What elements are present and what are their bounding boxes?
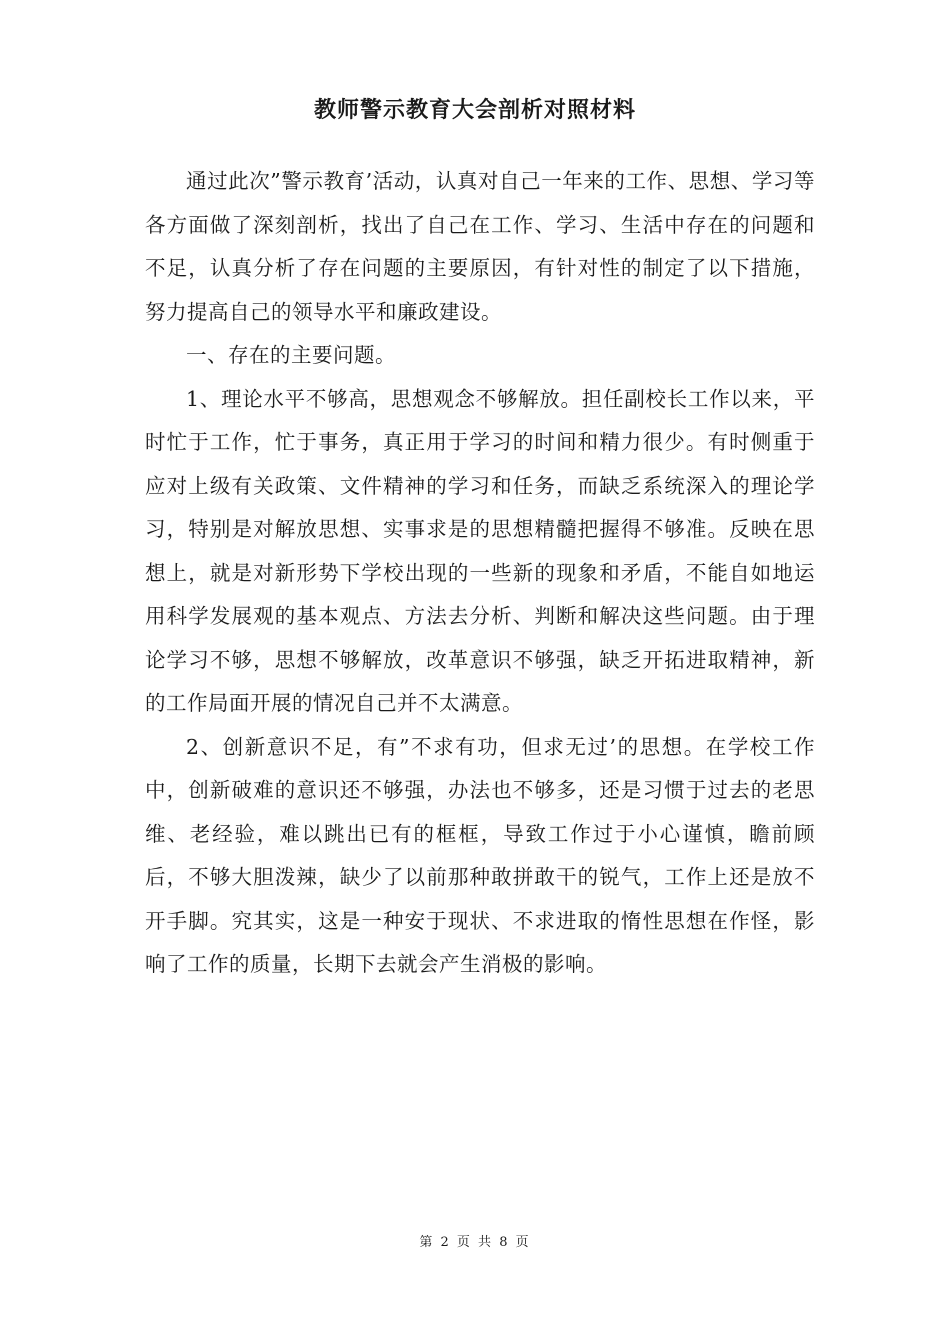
- issue-paragraph-2: 2、创新意识不足，有”不求有功，但求无过’的思想。在学校工作中，创新破难的意识还不够强，办法也不够多，还是习惯于过去的老思维、老经验，难以跳出已有的框框，导致工作过于小心谨慎，瞻前顾后，不够大胆泼辣，缺少了以前那种敢拼敢干的锐气，工作上还是放不开手脚。究其实，这是一种安于现状、不求进取的惰性思想在作怪，影响了工作的质量，长期下去就会产生消极的影响。: [145, 734, 815, 976]
- issue-paragraph-1: 1、理论水平不够高，思想观念不够解放。担任副校长工作以来，平时忙于工作，忙于事务，真正用于学习的时间和精力很少。有时侧重于应对上级有关政策、文件精神的学习和任务，而缺乏系统深入的理论学习，特别是对解放思想、实事求是的思想精髓把握得不够准。反映在思想上，就是对新形势下学校出现的一些新的现象和矛盾，不能自如地运用科学发展观的基本观点、方法去分析、判断和解决这些问题。由于理论学习不够，思想不够解放，改革意识不够强，缺乏开拓进取精神，新的工作局面开展的情况自己并不太满意。: [145, 386, 815, 715]
- intro-paragraph: 通过此次”警示教育’活动，认真对自己一年来的工作、思想、学习等各方面做了深刻剖析，找出了自己在工作、学习、生活中存在的问题和不足，认真分析了存在问题的主要原因，有针对性的制定了以下措施，努力提高自己的领导水平和廉政建设。: [145, 169, 815, 324]
- page-number-footer: 第 2 页 共 8 页: [419, 1235, 531, 1250]
- section-heading: 一、存在的主要问题。: [186, 343, 396, 367]
- document-body: [145, 160, 815, 987]
- document-title: 教师警示教育大会剖析对照材料: [313, 97, 636, 123]
